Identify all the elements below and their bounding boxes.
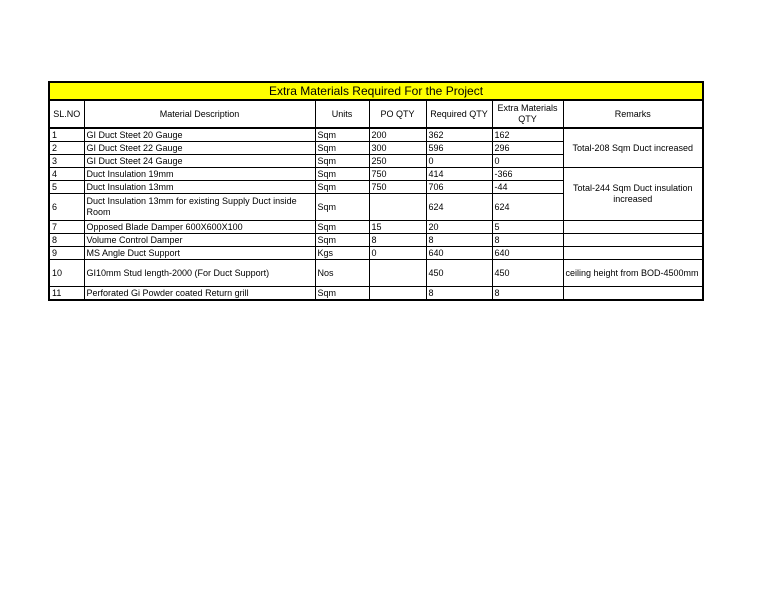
cell-units: Sqm <box>315 181 369 194</box>
cell-extra-qty: -366 <box>492 168 563 181</box>
cell-extra-qty: 624 <box>492 194 563 221</box>
cell-po-qty: 250 <box>369 155 426 168</box>
cell-description: Opposed Blade Damper 600X600X100 <box>84 221 315 234</box>
cell-required-qty: 624 <box>426 194 492 221</box>
cell-remarks: Total-244 Sqm Duct insulation increased <box>563 168 703 221</box>
cell-slno: 6 <box>49 194 84 221</box>
cell-required-qty: 596 <box>426 142 492 155</box>
cell-po-qty <box>369 260 426 287</box>
cell-description: Volume Control Damper <box>84 234 315 247</box>
cell-po-qty: 750 <box>369 181 426 194</box>
cell-units: Sqm <box>315 155 369 168</box>
header-remarks: Remarks <box>563 100 703 128</box>
cell-extra-qty: -44 <box>492 181 563 194</box>
cell-po-qty: 200 <box>369 128 426 142</box>
cell-extra-qty: 5 <box>492 221 563 234</box>
cell-slno: 8 <box>49 234 84 247</box>
cell-extra-qty: 640 <box>492 247 563 260</box>
cell-slno: 11 <box>49 287 84 301</box>
cell-description: GI10mm Stud length-2000 (For Duct Support) <box>84 260 315 287</box>
cell-extra-qty: 8 <box>492 287 563 301</box>
cell-slno: 4 <box>49 168 84 181</box>
cell-slno: 7 <box>49 221 84 234</box>
cell-required-qty: 414 <box>426 168 492 181</box>
cell-description: Perforated Gi Powder coated Return grill <box>84 287 315 301</box>
cell-extra-qty: 450 <box>492 260 563 287</box>
cell-slno: 9 <box>49 247 84 260</box>
cell-required-qty: 8 <box>426 287 492 301</box>
cell-description: GI Duct Steet 20 Gauge <box>84 128 315 142</box>
extra-materials-table <box>48 81 704 301</box>
table-row <box>49 128 703 142</box>
table-row <box>49 247 703 260</box>
cell-slno: 3 <box>49 155 84 168</box>
cell-po-qty <box>369 194 426 221</box>
cell-extra-qty: 0 <box>492 155 563 168</box>
cell-remarks <box>563 221 703 234</box>
cell-units: Sqm <box>315 168 369 181</box>
table-row <box>49 221 703 234</box>
cell-po-qty: 8 <box>369 234 426 247</box>
cell-extra-qty: 8 <box>492 234 563 247</box>
cell-required-qty: 8 <box>426 234 492 247</box>
cell-slno: 2 <box>49 142 84 155</box>
cell-description: GI Duct Steet 22 Gauge <box>84 142 315 155</box>
header-slno: SL.NO <box>49 100 84 128</box>
header-description: Material Description <box>84 100 315 128</box>
cell-slno: 10 <box>49 260 84 287</box>
cell-po-qty: 0 <box>369 247 426 260</box>
cell-units: Sqm <box>315 142 369 155</box>
cell-extra-qty: 162 <box>492 128 563 142</box>
cell-units: Sqm <box>315 221 369 234</box>
cell-required-qty: 706 <box>426 181 492 194</box>
table-row <box>49 260 703 287</box>
header-units: Units <box>315 100 369 128</box>
cell-po-qty <box>369 287 426 301</box>
header-required-qty: Required QTY <box>426 100 492 128</box>
header-extra-qty: Extra Materials QTY <box>492 100 563 128</box>
table-row <box>49 168 703 181</box>
cell-remarks <box>563 234 703 247</box>
cell-units: Sqm <box>315 234 369 247</box>
cell-units: Sqm <box>315 128 369 142</box>
cell-slno: 5 <box>49 181 84 194</box>
cell-units: Kgs <box>315 247 369 260</box>
cell-units: Sqm <box>315 194 369 221</box>
table-row <box>49 234 703 247</box>
cell-remarks <box>563 247 703 260</box>
cell-extra-qty: 296 <box>492 142 563 155</box>
cell-required-qty: 640 <box>426 247 492 260</box>
header-row <box>49 100 703 128</box>
cell-remarks <box>563 287 703 301</box>
header-po-qty: PO QTY <box>369 100 426 128</box>
cell-remarks: ceiling height from BOD-4500mm <box>563 260 703 287</box>
cell-required-qty: 0 <box>426 155 492 168</box>
cell-required-qty: 450 <box>426 260 492 287</box>
cell-slno: 1 <box>49 128 84 142</box>
cell-po-qty: 750 <box>369 168 426 181</box>
cell-po-qty: 15 <box>369 221 426 234</box>
cell-required-qty: 20 <box>426 221 492 234</box>
cell-description: Duct Insulation 13mm <box>84 181 315 194</box>
cell-required-qty: 362 <box>426 128 492 142</box>
cell-description: Duct Insulation 13mm for existing Supply Duct inside Room <box>84 194 315 221</box>
table-row <box>49 287 703 301</box>
cell-po-qty: 300 <box>369 142 426 155</box>
cell-description: MS Angle Duct Support <box>84 247 315 260</box>
cell-units: Sqm <box>315 287 369 301</box>
cell-remarks: Total-208 Sqm Duct increased <box>563 128 703 168</box>
cell-description: Duct Insulation 19mm <box>84 168 315 181</box>
cell-units: Nos <box>315 260 369 287</box>
table-title: Extra Materials Required For the Project <box>49 82 703 100</box>
cell-description: GI Duct Steet 24 Gauge <box>84 155 315 168</box>
